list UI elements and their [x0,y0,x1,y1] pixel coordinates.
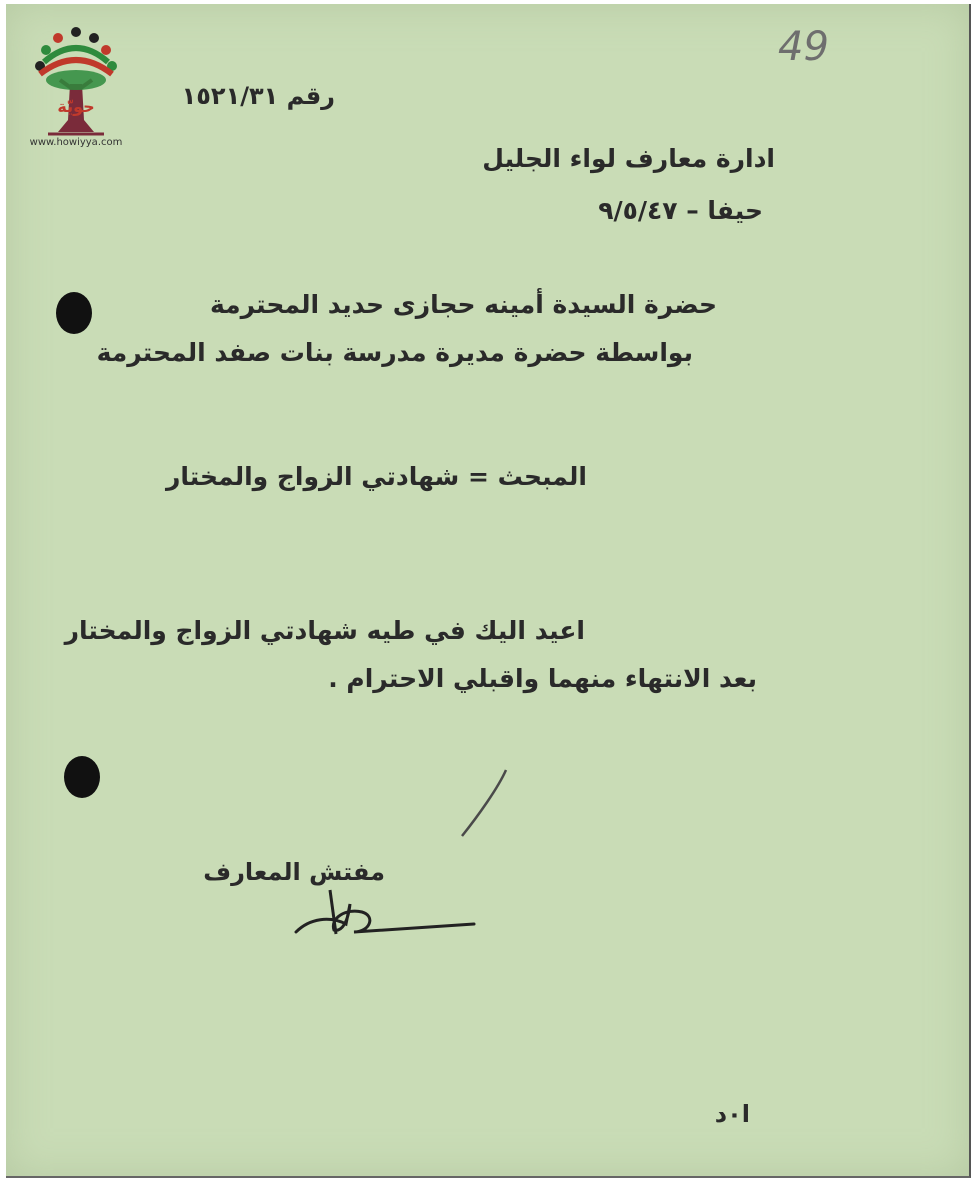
addressee-line-2: بواسطة حضرة مديرة مدرسة بنات صفد المحترمة [96,338,693,367]
signature-title: مفتش المعارف [203,858,385,886]
body-line-1: اعيد اليك في طيه شهادتي الزواج والمختار [64,616,585,645]
punch-hole-top [56,292,92,334]
reference-number: رقم ١٥٢١/٣١ [181,82,335,110]
punch-hole-bottom [64,756,100,798]
subject-line: المبحث = شهادتي الزواج والمختار [165,462,587,491]
pen-stroke [456,766,512,840]
handwritten-signature [290,888,480,944]
addressee-line-1: حضرة السيدة أمينه حجازى حديد المحترمة [209,290,717,319]
place-date: حيفا – ٩/٥/٤٧ [598,196,763,225]
page-number: 49 [778,24,829,70]
logo-url: www.howiyya.com [29,137,123,148]
department-name: ادارة معارف لواء الجليل [482,144,775,173]
howiyya-logo [14,16,138,156]
body-line-2: بعد الانتهاء منهما واقبلي الاحترام . [328,664,757,693]
logo-text: حويّة [57,97,95,116]
document-page [6,4,971,1178]
footer-code: ا٠د [714,1100,750,1128]
people-icon [35,27,117,74]
